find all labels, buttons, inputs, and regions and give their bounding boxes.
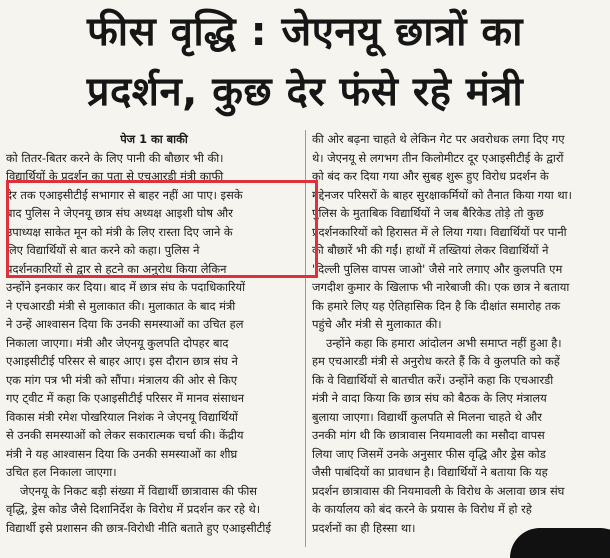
article-line: हम एचआरडी मंत्री से अनुरोध करते हैं कि वे कुलपति को कहें xyxy=(312,354,560,368)
corner-shadow xyxy=(510,528,610,558)
article-line: प्रदर्शनकारियों को हिरासत में ले लिया गया। विद्यार्थियों पर पानी xyxy=(312,224,567,239)
article-line: प्रदर्शनकारियों से द्वार से हटने का अनुरोध किया लेकिन xyxy=(6,261,227,276)
headline-line-1: फीस वृद्धि : जेएनयू छात्रों का xyxy=(86,9,524,55)
article-line: थे। जेएनयू से लगभग तीन किलोमीटर दूर एआइसीटीई के द्वारों xyxy=(312,150,564,165)
article-line: से उनकी समस्याओं को लेकर सकारात्मक चर्चा की। केंद्रीय xyxy=(6,428,244,442)
right-column xyxy=(312,130,608,547)
article-line: की ओर बढ़ना चाहते थे लेकिन गेट पर अवरोधक लगा दिए गए xyxy=(312,132,565,146)
article-line: उचित हल निकाला जाएगा। xyxy=(6,465,117,479)
article-line: प्रदर्शन छात्रावास की नियमावली के विरोध के अलावा छात्र संघ xyxy=(312,483,565,498)
article-line: देर तक एआइसीटीई सभागार से बाहर नहीं आ पाए। इसके xyxy=(6,187,243,202)
article-line: को तितर-बितर करने के लिए पानी की बौछार भी की। xyxy=(6,150,224,165)
article-line: वृद्धि, ड्रेस कोड जैसे दिशानिर्देश के विरोध में प्रदर्शन कर रहे थे। xyxy=(6,502,261,516)
article-line: मद्देनजर परिसरों के बाहर सुरक्षाकर्मियों को तैनात किया गया था। xyxy=(312,187,572,202)
article-line: की बौछारें भी की गईं। हाथों में तख्तियां लेकर विद्यार्थियों ने xyxy=(312,243,549,257)
left-column xyxy=(6,130,302,547)
continued-from-page-label: पेज 1 का बाकी xyxy=(120,132,188,146)
article-line: बाद पुलिस ने जेएनयू छात्र संघ अध्यक्ष आइशी घोष और xyxy=(6,206,233,220)
article-line: गए ट्वीट में कहा कि एआइसीटीई परिसर में मानव संसाधन xyxy=(6,391,245,405)
article-line: के कार्यालय को बंद करने के प्रयास के विरोध में हो रहे xyxy=(312,502,532,516)
article-line: बुलाया जाएगा। विद्यार्थी कुलपति से मिलना चाहते थे और xyxy=(312,409,542,424)
article-line: एक मांग पत्र भी मंत्री को सौंपा। मंत्रालय की ओर से किए xyxy=(6,372,237,387)
article-line: को बंद कर दिया गया और सुबह शुरू हुए विरोध प्रदर्शन के xyxy=(312,169,549,183)
article-line: कि वे विद्यार्थियों से बातचीत करें। उन्होंने कहा कि एचआरडी xyxy=(312,372,554,387)
article-line: निकाला जाएगा। मंत्री और जेएनयू कुलपति दोपहर बाद xyxy=(6,335,229,350)
article-line: उपाध्यक्ष साकेत मून को मंत्री के लिए रास्ता दिए जाने के xyxy=(6,224,233,239)
article-line: प्रदर्शनों का ही हिस्सा था। xyxy=(312,520,416,535)
article-line: जैसी पाबंदियों का प्रावधान है। विद्यार्थियों ने बताया कि यह xyxy=(312,465,548,479)
article-line: विकास मंत्री रमेश पोखरियाल निशंक ने जेएनयू विद्यार्थियों xyxy=(6,409,238,424)
article-line: जगदीश कुमार के खिलाफ भी नारेबाजी की। एक छात्र ने बताया xyxy=(312,280,570,294)
article-line: पुलिस के मुताबिक विद्यार्थियों ने जब बैरिकेड तोड़े तो कुछ xyxy=(312,206,544,220)
column-divider xyxy=(305,130,306,547)
article-line: मंत्री ने यह आश्वासन दिया कि उनकी समस्याओं का शीघ्र xyxy=(6,446,238,461)
article-line: 'दिल्ली पुलिस वापस जाओ' जैसे नारे लगाए और कुलपति एम xyxy=(312,261,563,276)
headline xyxy=(0,0,610,125)
article-line: उन्होंने इनकार कर दिया। बाद में छात्र संघ के पदाधिकारियों xyxy=(6,280,246,294)
article-line: उन्होंने कहा कि हमारा आंदोलन अभी समाप्त नहीं हुआ है। xyxy=(326,335,562,350)
article-line: उनकी मांग थी कि छात्रावास नियमावली का मसौदा वापस xyxy=(312,428,545,442)
article-line: जेएनयू के निकट बड़ी संख्या में विद्यार्थी छात्रावास की फीस xyxy=(20,483,257,498)
article-line: एआइसीटीई परिसर से बाहर आए। इस दौरान छात्र संघ ने xyxy=(6,354,238,368)
article-line: ने उन्हें आश्वासन दिया कि उनकी समस्याओं का उचित हल xyxy=(6,317,244,331)
article-line: कि हमारे लिए यह ऐतिहासिक दिन है कि दीक्षांत समारोह तक xyxy=(312,298,561,313)
article-line: पहुंचे और मंत्री से मुलाकात की। xyxy=(312,317,442,331)
article-line: ने एचआरडी मंत्री से मुलाकात की। मुलाकात के बाद मंत्री xyxy=(6,298,236,313)
article-line: विद्यार्थी इसे प्रशासन की छात्र-विरोधी नीति बताते हुए एआइसीटीई xyxy=(6,520,271,535)
headline-line-2: प्रदर्शन, कुछ देर फंसे रहे मंत्री xyxy=(86,69,524,115)
article-line: लिया जाए जिसमें उनके अनुसार फीस वृद्धि और ड्रेस कोड xyxy=(312,446,546,461)
article-line: मंत्री ने वादा किया कि छात्र संघ को बैठक के लिए मंत्रालय xyxy=(312,391,547,405)
article-line: लिए विद्यार्थियों से बात करने को कहा। पुलिस ने xyxy=(6,243,200,257)
article-line: विद्यार्थियों के प्रदर्शन का पता से एचआरडी मंत्री काफी xyxy=(6,169,224,183)
